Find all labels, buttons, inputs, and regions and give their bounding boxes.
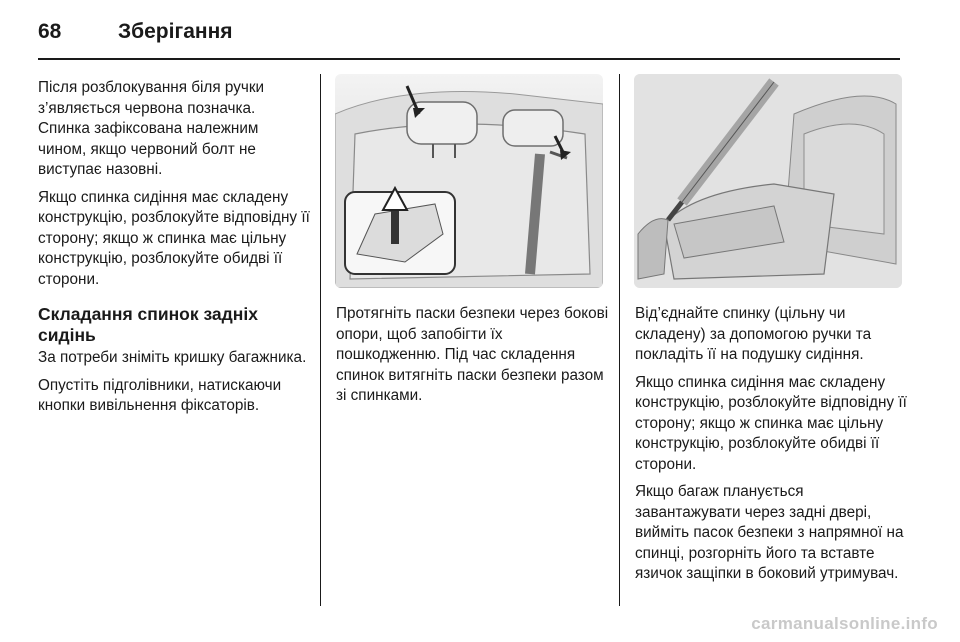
column-3 — [635, 304, 910, 592]
column-2 — [336, 304, 611, 414]
section-title: Зберігання — [118, 20, 233, 43]
page-number: 68 — [38, 20, 62, 43]
paragraph-remove-cover: За потреби зніміть кришку багажника. — [38, 349, 307, 366]
column-divider-1 — [320, 74, 321, 606]
subsection-heading: Складання спинок задніх сидінь — [38, 304, 258, 345]
folded-seatback-illustration — [634, 74, 902, 288]
paragraph-lower-headrests: Опустіть підголівники, натискаючи кнопки вивільнення фіксаторів. — [38, 376, 282, 414]
paragraph-unlock-side-2: Якщо спинка сидіння має складену конструкцію, розблокуйте відповідну її сторону; якщо ж спинка має цільну конструкцію, розблокуйте обидві її сторони. — [635, 373, 907, 473]
paragraph-seat-belts: Протягніть паски безпеки через бокові опори, щоб запобігти їх пошкодженню. Під час складення спинок витягніть паски безпеки разом зі спинками. — [336, 305, 609, 404]
column-divider-2 — [619, 74, 620, 606]
watermark: carmanualsonline.info — [751, 614, 938, 633]
paragraph-red-marker: Після розблокування біля ручки з’являється червона позначка. Спинка зафіксована належним чином, якщо червоний болт не виступає назовні. — [38, 79, 265, 178]
header-rule — [38, 58, 900, 60]
paragraph-detach-seatback: Від’єднайте спинку (цільну чи складену) за допомогою ручки та покладіть її на подушку сидіння. — [635, 305, 872, 363]
paragraph-rear-door-loading: Якщо багаж планується завантажувати через задні двері, вийміть пасок безпеки з напрямної на спинці, розгорніть його та вставте язичок защіпки в боковий утримувач. — [635, 483, 904, 582]
rear-seat-headrest-illustration — [335, 74, 603, 288]
column-1 — [38, 78, 310, 424]
paragraph-unlock-side: Якщо спинка сидіння має складену конструкцію, розблокуйте відповідну її сторону; якщо ж спинка має цільну конструкцію, розблокуйте обидві її сторони. — [38, 188, 310, 288]
